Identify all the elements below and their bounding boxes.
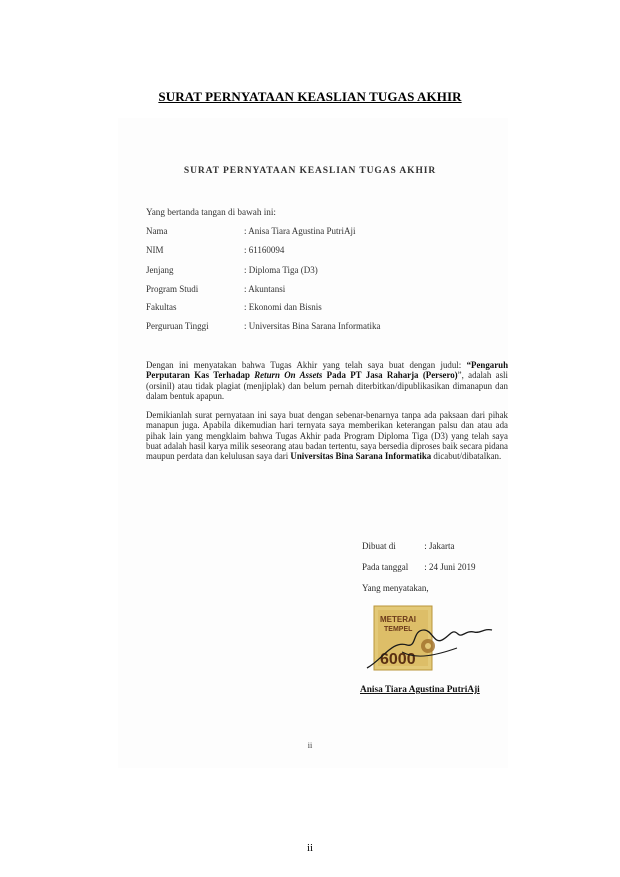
field-value: : 61160094 — [244, 245, 284, 255]
field-label: Program Studi — [146, 284, 199, 294]
closing-text: Yang menyatakan, — [362, 583, 429, 593]
field-value: : Akuntansi — [244, 284, 285, 294]
sign-place-label: Dibuat di — [362, 541, 396, 551]
page-heading: SURAT PERNYATAAN KEASLIAN TUGAS AKHIR — [158, 89, 462, 104]
thesis-title-part: Pada PT Jasa Raharja (Persero) — [322, 370, 458, 381]
university-name: Universitas Bina Sarana Informatika — [290, 451, 432, 462]
svg-text:METERAI: METERAI — [380, 615, 416, 624]
field-label: Perguruan Tinggi — [146, 321, 209, 331]
sign-place-row — [362, 541, 455, 551]
svg-text:6000: 6000 — [380, 651, 416, 668]
paragraph-lead: Dengan ini menyatakan bahwa Tugas Akhir yang telah saya buat dengan judul: — [146, 360, 462, 370]
field-label: NIM — [146, 245, 164, 255]
paragraph-tail: ”, adalah asli (orsinil) atau tidak plagiat (menjiplak) dan belum pernah diterbitkan/dipublikasikan dimanapun dan dalam bentuk apapun. — [146, 370, 508, 401]
thesis-title-part: “Pengaruh Perputaran Kas Terhadap — [146, 360, 509, 381]
field-value: : Universitas Bina Sarana Informatika — [244, 321, 380, 331]
statement-paragraph-1 — [146, 360, 508, 401]
page-number: ii — [306, 842, 314, 854]
signer-name: Anisa Tiara Agustina PutriAji — [360, 685, 480, 695]
paragraph-text: Demikianlah surat pernyataan ini saya buat dengan sebenar-benarnya tanpa ada paksaan dari pihak manapun juga. Apabila dikemudian hari ternyata saya memberikan keterangan palsu dan atau ada pihak lain yang mengklaim bahwa Tugas Akhir pada Program Diploma Tiga (D3) yang telah saya buat adalah hasil karya milik seseorang atau badan tertentu, saya bersedia diproses baik secara pidana maupun perdata dan kelulusan saya dari — [146, 410, 508, 462]
field-value: : Anisa Tiara Agustina PutriAji — [244, 226, 356, 236]
field-value: : Diploma Tiga (D3) — [244, 265, 318, 275]
field-label: Nama — [146, 226, 168, 236]
sign-date-label: Pada tanggal — [362, 562, 409, 572]
intro-text: Yang bertanda tangan di bawah ini: — [146, 207, 276, 217]
paragraph-text: dicabut/dibatalkan. — [431, 451, 502, 462]
scan-page-number: ii — [307, 741, 313, 750]
field-label: Jenjang — [146, 265, 174, 275]
field-label: Fakultas — [146, 302, 177, 312]
scan-title: SURAT PERNYATAAN KEASLIAN TUGAS AKHIR — [183, 166, 437, 176]
statement-paragraph-2 — [146, 410, 508, 461]
sign-date-value: : 24 Juni 2019 — [424, 562, 475, 572]
sign-place-value: : Jakarta — [424, 541, 454, 551]
sign-date-row — [362, 562, 476, 572]
thesis-title-italic: Return On Assets — [254, 370, 323, 381]
field-value: : Ekonomi dan Bisnis — [244, 302, 322, 312]
svg-text:TEMPEL: TEMPEL — [384, 626, 413, 633]
stamp-signature-image — [362, 600, 502, 680]
